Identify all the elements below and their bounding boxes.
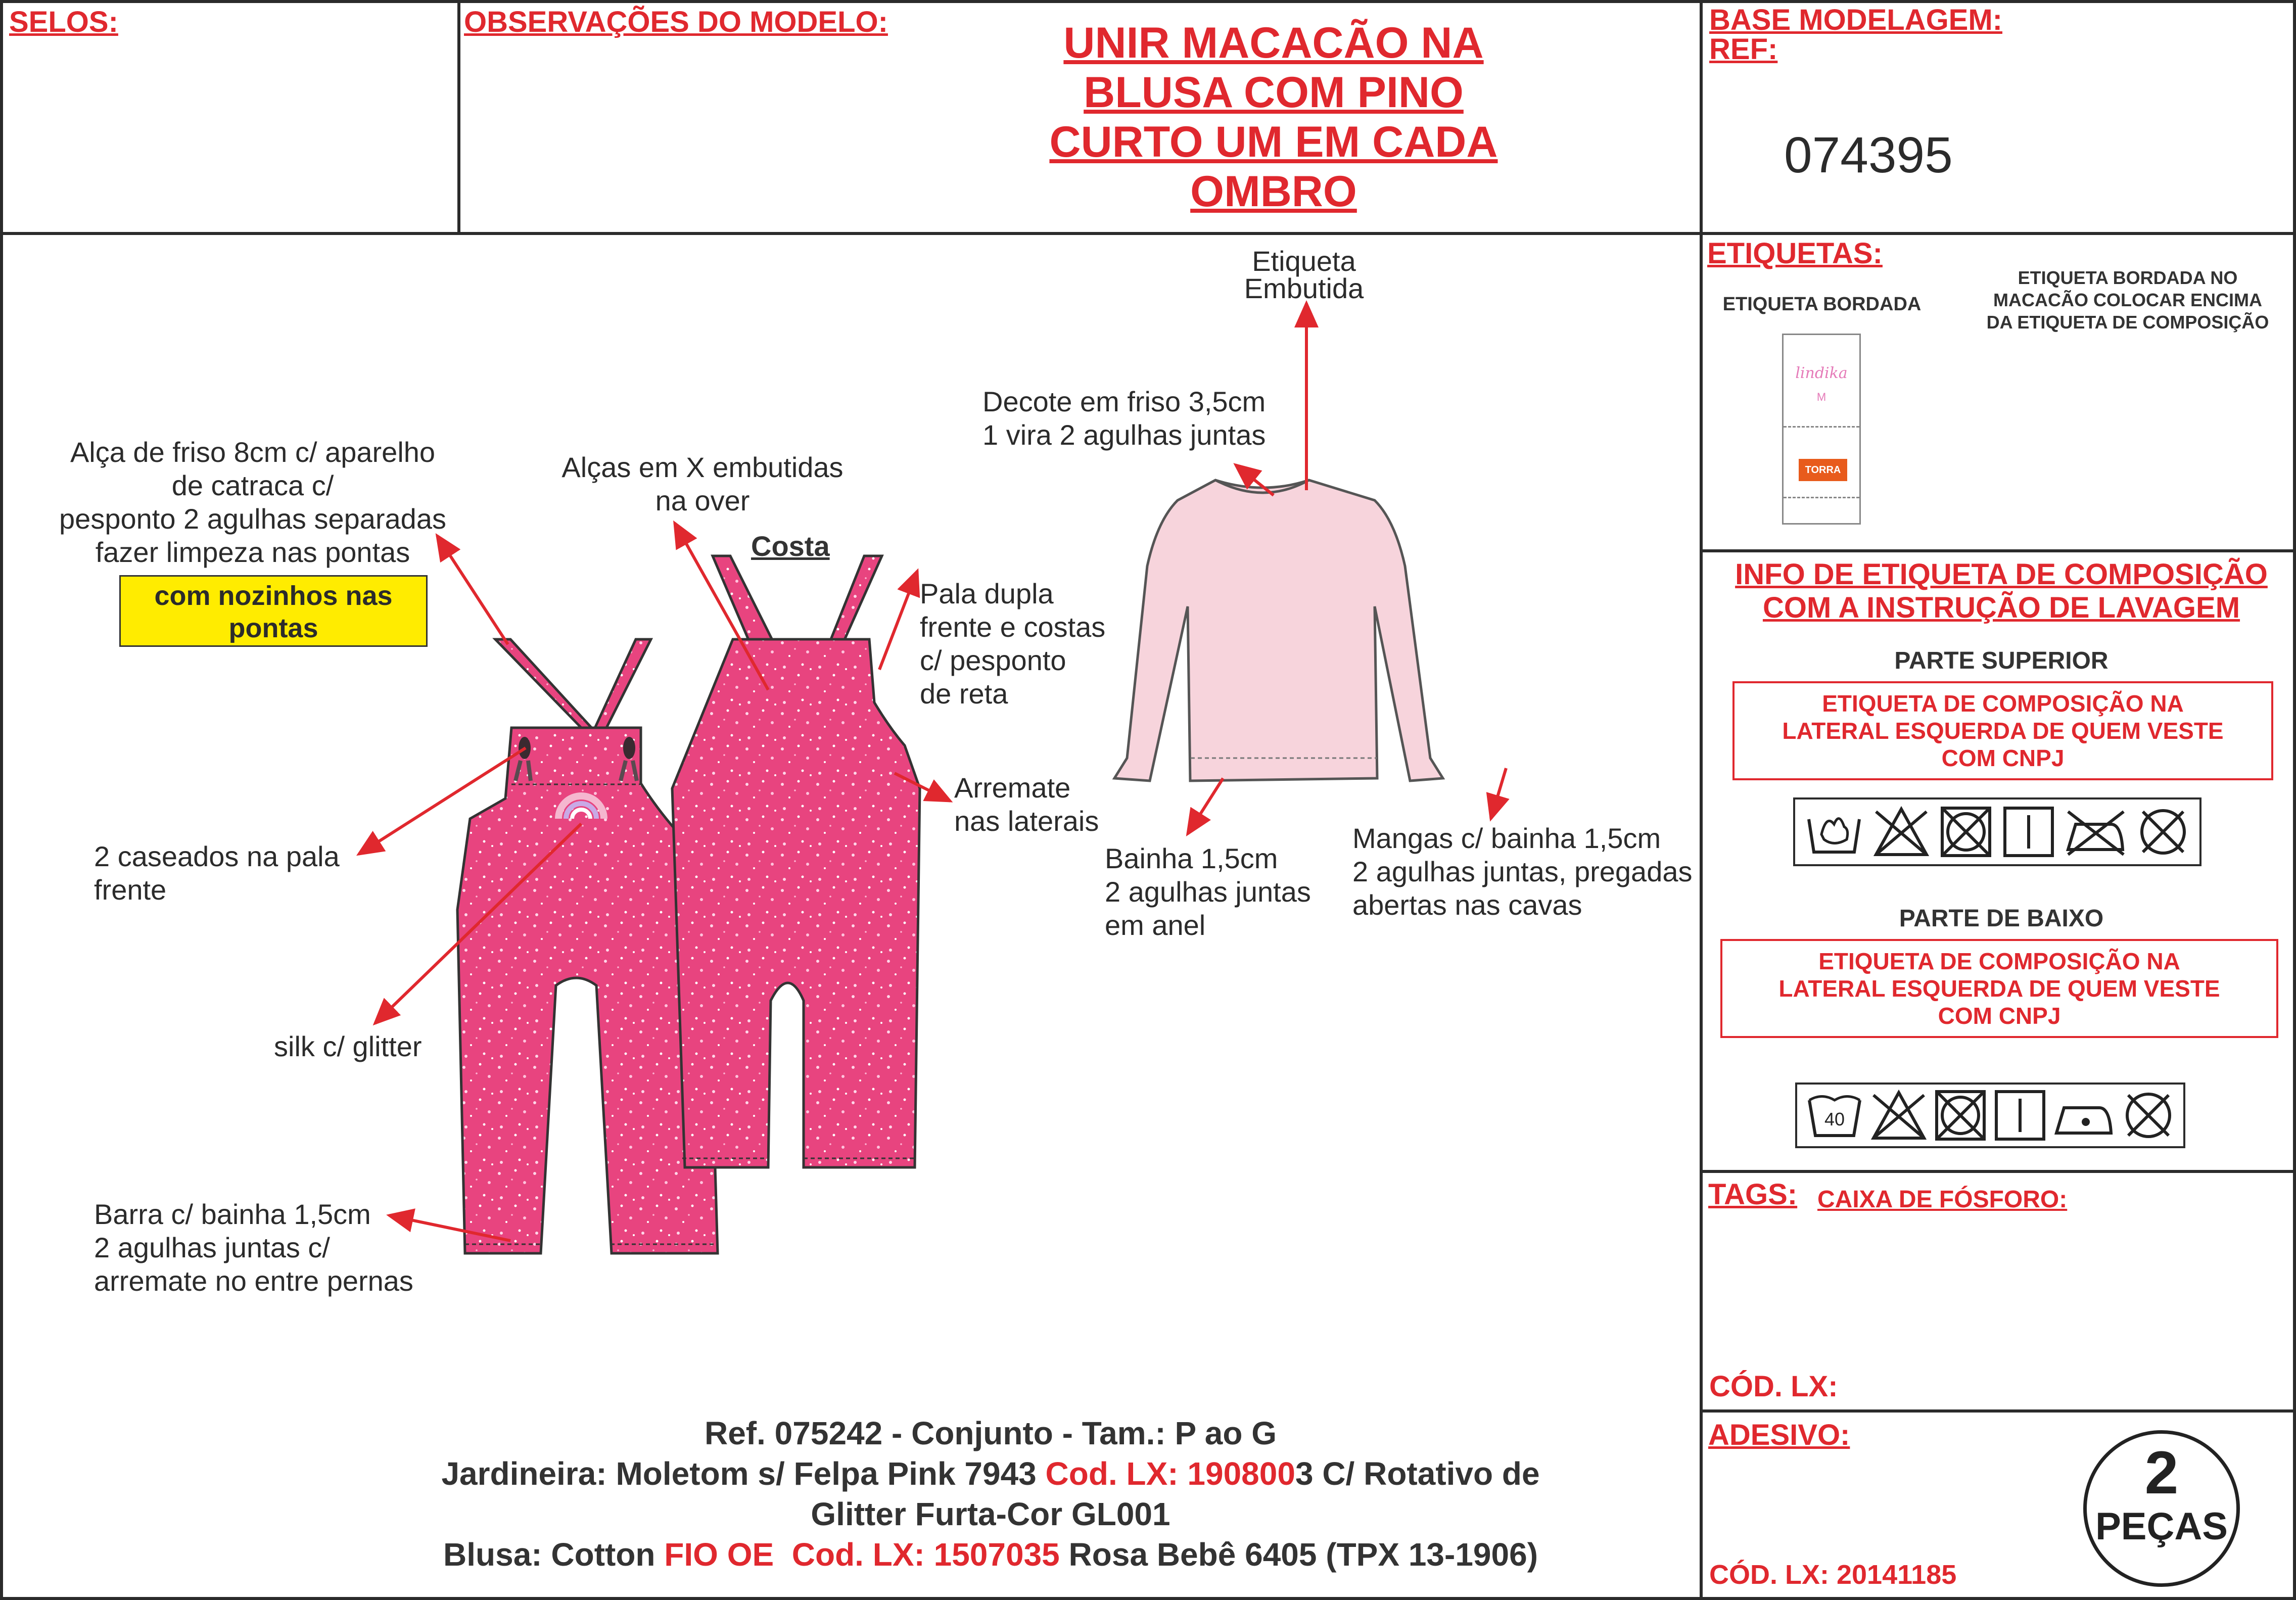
footer-line-3: Glitter Furta-Cor GL001 [811, 1496, 1170, 1532]
no-tumble-dry-icon-2 [1933, 1088, 1988, 1143]
note-pala-dupla: Pala dupla frente e costas c/ pesponto de reta [920, 578, 1106, 710]
base-modelagem-label: BASE MODELAGEM: [1709, 4, 2002, 36]
line-dry-icon [2001, 804, 2056, 860]
footer-spec [283, 1413, 1698, 1575]
etiqueta-bordada-caption: ETIQUETA BORDADA [1722, 294, 1922, 315]
etiquetas-label: ETIQUETAS: [1707, 237, 1883, 270]
superior-composicao-box: ETIQUETA DE COMPOSIÇÃO NA LATERAL ESQUERDA DE QUEM VESTE COM CNPJ [1732, 681, 2273, 780]
no-bleach-icon [1871, 804, 1932, 860]
wash-40-icon [1804, 1088, 1865, 1143]
no-dry-clean-icon [2135, 804, 2191, 860]
note-etiqueta-embutida: Etiqueta Embutida [1244, 248, 1364, 304]
note-mangas: Mangas c/ bainha 1,5cm 2 agulhas juntas, pregadas abertas nas cavas [1352, 822, 1693, 921]
note-decote: Decote em friso 3,5cm 1 vira 2 agulhas juntas [982, 386, 1266, 451]
note-arremate-laterais: Arremate nas laterais [954, 772, 1099, 837]
badge-word: PEÇAS [2095, 1505, 2228, 1548]
note-alca-friso: Alça de friso 8cm c/ aparelho de catraca c/ pesponto 2 agulhas separadas fazer limpeza nas pontas [59, 436, 446, 568]
no-tumble-dry-icon [1938, 804, 1994, 860]
label-brand: lindika [1795, 364, 1848, 382]
no-bleach-icon-2 [1868, 1088, 1929, 1143]
woven-label-sample [1782, 334, 1861, 525]
note-barra-bainha: Barra c/ bainha 1,5cm 2 agulhas juntas c/ arremate no entre pernas [94, 1198, 413, 1297]
info-composicao-title: INFO DE ETIQUETA DE COMPOSIÇÃO COM A INSTRUÇÃO DE LAVAGEM [1735, 558, 2268, 624]
parte-baixo-label: PARTE DE BAIXO [1899, 905, 2104, 932]
adesivo-cod-lx: CÓD. LX: 20141185 [1709, 1560, 1957, 1590]
two-pieces-badge [2083, 1430, 2240, 1587]
highlight-note-nozinhos: com nozinhos nas pontas [119, 575, 428, 647]
etiqueta-bordada-note: ETIQUETA BORDADA NO MACACÃO COLOCAR ENCIMA DA ETIQUETA DE COMPOSIÇÃO [1986, 267, 2269, 333]
hand-wash-icon [1804, 804, 1864, 860]
no-dry-clean-icon-2 [2121, 1088, 2176, 1143]
no-iron-icon [2063, 804, 2129, 860]
note-bainha: Bainha 1,5cm 2 agulhas juntas em anel [1105, 842, 1311, 941]
parte-superior-label: PARTE SUPERIOR [1894, 647, 2108, 674]
badge-number: 2 [2144, 1439, 2179, 1507]
line-dry-icon-2 [1992, 1088, 2048, 1143]
ref-value: 074395 [1784, 127, 1953, 183]
baixo-composicao-box: ETIQUETA DE COMPOSIÇÃO NA LATERAL ESQUERDA DE QUEM VESTE COM CNPJ [1720, 939, 2278, 1038]
selos-label: SELOS: [9, 6, 118, 38]
label-size: M [1816, 391, 1826, 403]
note-silk-glitter: silk c/ glitter [274, 1030, 422, 1062]
costa-label: Costa [751, 530, 830, 562]
label-tag: TORRA [1799, 459, 1847, 481]
footer-line-2: Jardineira: Moletom s/ Felpa Pink 7943 Cod. LX: 1908003 C/ Rotativo de [441, 1455, 1540, 1492]
footer-line-1: Ref. 075242 - Conjunto - Tam.: P ao G [704, 1415, 1277, 1451]
ref-label: REF: [1709, 33, 1778, 66]
iron-low-icon [2051, 1088, 2117, 1143]
tags-label: TAGS: [1708, 1178, 1798, 1211]
footer-line-4: Blusa: Cotton FIO OE Cod. LX: 1507035 Rosa Bebê 6405 (TPX 13-1906) [443, 1536, 1538, 1573]
observation-text: UNIR MACACÃO NA BLUSA COM PINO CURTO UM EM CADA OMBRO [1049, 19, 1498, 216]
caixa-fosforo-label: CAIXA DE FÓSFORO: [1817, 1186, 2068, 1213]
note-caseados: 2 caseados na pala frente [94, 840, 340, 906]
wash-temp: 40 [1824, 1109, 1845, 1130]
care-symbols-baixo [1795, 1083, 2185, 1148]
tags-cod-lx-label: CÓD. LX: [1709, 1370, 1838, 1403]
adesivo-label: ADESIVO: [1708, 1419, 1850, 1451]
note-alcas-x: Alças em X embutidas na over [561, 451, 844, 516]
observacoes-label: OBSERVAÇÕES DO MODELO: [464, 6, 888, 38]
care-symbols-superior [1793, 797, 2201, 866]
